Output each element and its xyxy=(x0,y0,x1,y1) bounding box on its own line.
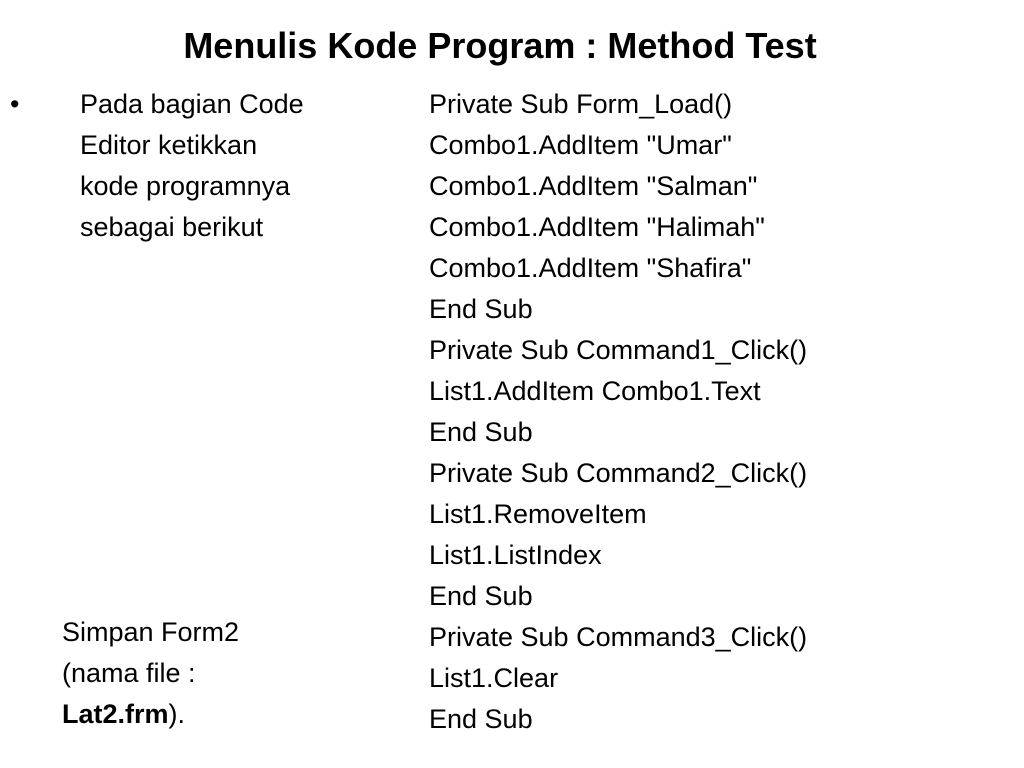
code-line: Private Sub Command2_Click() xyxy=(429,458,808,488)
save-note-suffix: ). xyxy=(168,699,186,729)
bullet-icon: • xyxy=(10,89,20,119)
code-line: End Sub xyxy=(429,704,533,734)
code-line: List1.ListIndex xyxy=(429,540,602,570)
slide-title: Menulis Kode Program : Method Test xyxy=(183,25,817,66)
save-note xyxy=(62,612,362,735)
save-note-filename-line xyxy=(62,694,362,735)
code-line: Combo1.AddItem "Shafira" xyxy=(429,253,752,283)
save-note-line: Simpan Form2 xyxy=(62,617,240,647)
instruction-line: Pada bagian Code xyxy=(80,89,304,119)
code-line: End Sub xyxy=(429,417,533,447)
save-note-line: (nama file : xyxy=(62,658,196,688)
code-listing xyxy=(429,84,1009,740)
save-note-filename: Lat2.frm xyxy=(62,699,169,729)
code-line: Combo1.AddItem "Salman" xyxy=(429,171,758,201)
code-line: Combo1.AddItem "Halimah" xyxy=(429,212,765,242)
code-line: List1.RemoveItem xyxy=(429,499,647,529)
instruction-line: sebagai berikut xyxy=(80,212,264,242)
code-line: Combo1.AddItem "Umar" xyxy=(429,130,732,160)
instruction-line: kode programnya xyxy=(80,171,291,201)
code-line: End Sub xyxy=(429,294,533,324)
code-line: End Sub xyxy=(429,581,533,611)
code-line: Private Sub Form_Load() xyxy=(429,89,733,119)
instruction-text xyxy=(80,84,380,248)
code-line: Private Sub Command1_Click() xyxy=(429,335,808,365)
code-line: List1.Clear xyxy=(429,663,559,693)
code-line: Private Sub Command3_Click() xyxy=(429,622,808,652)
code-line: List1.AddItem Combo1.Text xyxy=(429,376,761,406)
instruction-line: Editor ketikkan xyxy=(80,130,258,160)
